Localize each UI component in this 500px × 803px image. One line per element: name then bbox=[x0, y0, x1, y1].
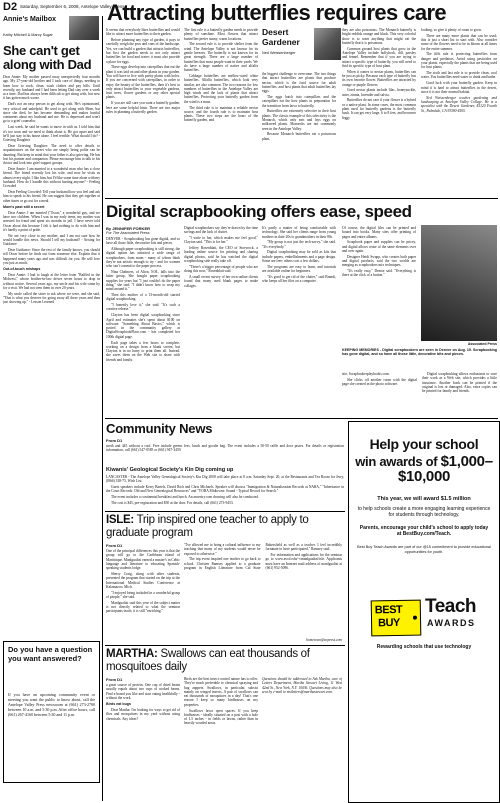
scrapbook-col-4 bbox=[342, 226, 416, 346]
butterflies-paragraph: Good nectar plants include lilac, honeysuckle, aster, zinnia, lavender and salvia. bbox=[342, 88, 416, 97]
teach-logo[interactable] bbox=[425, 596, 491, 636]
logo-buy-word: BUY bbox=[377, 616, 400, 630]
martha-headline bbox=[106, 648, 344, 673]
martha-subhead: Birds eat bugs bbox=[106, 702, 131, 707]
scrapbook-paragraph: Clayton has been digital scrapbooking since April and estimates she's spent about $100 on software. "Something About Basics," which is posted in the community gallery at DigitalScrapbookPlace.com - has completed her 100th digital page. bbox=[106, 313, 180, 339]
scrapbook-paragraph: Scrapbook paper and supplies can be pricey, and digital allows reuse of the same elements over and over again. bbox=[342, 240, 416, 253]
sidebar-body: If you have an upcoming community event or meeting you want the public to know about, call the Antelope Valley Press newsroom at (661) 273-2700 between 10 a.m. and 5:30 p.m. After office hours, call (661) 267-4160 between 5:30 and 11 p.m. bbox=[8, 692, 95, 717]
butterflies-headline: Attracting butterflies requires care bbox=[107, 0, 447, 25]
sidebar-title: Do you have a question you want answered? bbox=[8, 645, 93, 663]
author-title: Desert Gardener bbox=[262, 27, 300, 47]
author-photo bbox=[314, 28, 341, 60]
photo-credit: Associated Press bbox=[467, 342, 497, 346]
section-label: D2 bbox=[3, 1, 18, 13]
scrapbook-photo bbox=[421, 225, 497, 341]
ad-headline-1: Help your school bbox=[369, 436, 479, 452]
butterflies-paragraph: The fifth rule is protecting butterflies from danger and predators. Avoid using pesticides on your plants, especially the plants that are being used for host plants. bbox=[421, 52, 497, 70]
isle-paragraph: The trip event inspired one teacher to go back to school. Christen Ramsey applied to a graduate program in English Literature from Cal State Bakersfield as well as a teacher. I feel incredibly fortunate to have participated," Ramsey said. bbox=[184, 543, 342, 570]
annies-subhead: Mom's past still a secret bbox=[3, 204, 45, 209]
scrapbook-paragraph: Digital scrapbookers say they're drawn by the time savings and the lack of clutter. bbox=[184, 226, 258, 235]
kiwanis-paragraph: LANCASTER - The Antelope Valley Genealogical Society's Kin Dig 2008 will take place at 8 a.m. Saturday Sept. 20, at the Restaurants and Tea Room for Jerry, (l866) 338-75, Wish List. bbox=[106, 475, 344, 484]
desert-gardener-box bbox=[262, 28, 342, 68]
annies-sidebar-box bbox=[3, 641, 100, 783]
scrapbook-paragraph: "My group is not just the tech-savvy," she said. "It's everybody." bbox=[262, 240, 336, 249]
butterflies-paragraph: Good luck with your butterfly garden. Keep in mind it is hard to attract butterflies in the desert, since it is not their normal habitat. bbox=[421, 81, 497, 94]
ad-year-line: This year, we will award $1.5 million bbox=[377, 496, 471, 502]
scrapbook-paragraph: The programs are easy to learn, and tutorials are available online for beginners. bbox=[262, 264, 336, 274]
isle-paragraph: One of the principal differences this year is that the group will go to the Caribbean island of Martinique. Manlgualtzi earned a master's in Celtic language and literature to educating Spanish-speaking students lodge. bbox=[106, 549, 180, 571]
teach-word: Teach bbox=[425, 596, 477, 617]
butterflies-paragraph: The third rule is to maintain a reliable nectar source, and the fourth rule is to maintain host plants. These two steps are the heart of the butterfly garden, and bbox=[184, 105, 258, 123]
butterflies-paragraph: Cabbage butterflies are mellow-sized white butterflies. Alfalfa butterflies, which look very similar, are also common. The two reasons for low numbers of butterflies in the Antelope Valley are high winds and the lack of plants that attract butterflies. Protecting your butterfly garden from the wind is a must. bbox=[184, 73, 258, 104]
isle-paragraph: "I've allowed me to bring a cultural influence to my teaching that many of my students would never be exposed to otherwise." bbox=[184, 543, 261, 556]
annies-paragraph: Last week, he said he wants to move in with us. I told him that it's too soon and we need to think about it. He got upset and said he'll just stay in his house alone. I feel terrible. What should I do? - Grieving Daughter bbox=[3, 125, 100, 143]
section-rule bbox=[105, 645, 345, 646]
community-from: From D1 bbox=[106, 438, 123, 443]
scrapbook-paragraph: Jeffrey Rosenblatt, the CEO of Storyrock, a leading online source for printing and sharing digital photos, said he has watched the digital scrapbooking side really take off. bbox=[184, 246, 258, 264]
isle-paragraph: For information and applications for the seminar go to www.avcd.edu/~cmanlgualtzi/isle. Applicants must have an Internet mail address of manlgualtzi at (661) 952-5096. bbox=[265, 553, 342, 570]
scrapbook-byline-2: For The Associated Press bbox=[106, 231, 150, 235]
scrapbook-paragraph: Designer Heidi Swapp, who creates both paper and digital products, said the two worlds are merging as scrapbookers mix techniques. bbox=[342, 254, 416, 268]
butterflies-paragraph: The first rule is a butterfly garden needs to provide plenty of sunshine. Most flowers that attract butterflies prefer sunny, warm locations. bbox=[184, 28, 258, 41]
butterflies-col-4 bbox=[342, 28, 416, 195]
scrapbook-paragraph: Of course, the digital files can be printed and bound into books. Many sites offer printing of pages and entire albums. bbox=[342, 226, 416, 239]
martha-paragraph: Swallows favor open spaces. If you keep birdhouses - ideally situated on a post with a hole of 1.5 inches - in fields or lawns, rather than in heavily wooded areas. bbox=[184, 708, 258, 726]
scrapbook-paragraph: "It's good to get rid of the clutter," said Brandt, who keeps all her files on a computer. bbox=[262, 274, 336, 284]
best-buy-ad[interactable] bbox=[348, 421, 500, 803]
butterflies-paragraph: There are many more plants that can be used; this is just a short list to start with. Also consider some of the flowers need to be in bloom at all times for the entire summer. bbox=[421, 33, 497, 51]
butterflies-paragraph: Common ground host plants that grow in the Antelope Valley include hollyhock, dill, parsley and fennel. Remember that if you are trying to attract a specific type of butterfly, you will need to find its specific type of host plant. bbox=[342, 46, 416, 68]
isle-col-1 bbox=[106, 549, 180, 637]
annies-paragraph: Dear Guidance: Since the rest of the family knows, you should tell Oscar before he finds out from someone else. Explain that it happened many years ago and was difficult for you. He will love you just as much. bbox=[3, 247, 100, 265]
butterflies-col-1 bbox=[106, 28, 180, 195]
scrapbook-paragraph: "I write to her, which makes me feel good," Clayton said. "This is for her." bbox=[184, 236, 258, 245]
martha-col-3 bbox=[262, 677, 342, 800]
martha-col-1 bbox=[106, 683, 180, 800]
butterflies-paragraph: Butterflies are extremely selective in their host plants. The classic example of this selectivity is the Monarch, which only eats and lays eggs on milkweed plants. Monarchs are not commonly seen in the Antelope Valley. bbox=[262, 109, 336, 131]
kiwanis-paragraph: The event includes a continental breakfast and lunch. An ancestry.com drawing will also be conducted. bbox=[111, 495, 259, 500]
annies-headline: She can't get along with Dad bbox=[3, 43, 92, 72]
annies-photo bbox=[69, 16, 99, 40]
scrapbook-paragraph: A small recent survey of her own online clients found that many used blank pages to make collages. bbox=[184, 274, 258, 288]
scrapbook-paragraph: Then this mother of a 13-month-old started digital scrapbooking. bbox=[106, 293, 180, 302]
scrapbook-byline: By JENNIFER FORKER bbox=[106, 226, 151, 231]
isle-headline bbox=[106, 514, 344, 539]
butterflies-paragraph: looking, so give it plenty of room to grow. bbox=[421, 28, 482, 32]
logo-best-word: BEST bbox=[374, 603, 403, 617]
martha-paragraph: Dear Martha: I'm looking for ways to get rid of flies and mosquitoes in my yard without using chemicals. Any ideas? bbox=[106, 707, 180, 721]
scrapbook-paragraph: Digital scrapbooking may be sold as kits that include papers, embellishments and a page design. Some are free; others cost a few dollars. bbox=[262, 250, 336, 264]
photo-caption: KEEPING MEMORIES - Digital scrapbookers are seen in Denver on Aug. 19. Scrapbooking has gone digital, and so have all those little, decorative bits and pieces. bbox=[342, 348, 497, 357]
annies-paragraph: Dear Annie: I am married ("Oscar," a wonderful guy, and we have two children. When I was in my early teens, my mother was arrested for fraud and spent six months in jail. I have never told Oscar about this because I felt it had nothing to do with him and it's hardly a point of pride. bbox=[3, 210, 100, 232]
section-rule bbox=[105, 198, 498, 199]
isle-footer[interactable]: hometown@avpress.com bbox=[306, 638, 342, 642]
butterflies-col-3 bbox=[262, 72, 336, 195]
ad-small-print: Best Buy Teach Awards are part of our @15 commitment to provide educational opportunities for youth. bbox=[357, 545, 491, 554]
annies-title: Annie's Mailbox bbox=[3, 16, 57, 23]
isle-col-2 bbox=[184, 543, 342, 635]
scrapbook-paragraph: "There's a bigger percentage of people who are doing this now," Rosenblatt said. bbox=[184, 264, 258, 274]
scrapbook-paragraph: site, Scrapbookerplaybooks.com. bbox=[342, 372, 390, 376]
martha-paragraph: a great source of protein. One cup of dried beans usually equals about two cups of cooked beans. Find a brand you like and start eating healthfully - without the work. bbox=[106, 683, 180, 700]
butterflies-paragraph: Because Monarch butterflies eat a poisonous plant, bbox=[262, 132, 336, 141]
date-line: Saturday, September 6, 2008, Antelope Valley Press bbox=[20, 4, 125, 9]
annies-mailbox-column bbox=[3, 16, 100, 801]
scrapbook-paragraph: Digital scrapbooking allows enthusiasts to save their work as a Web site, which provides a little insurance. Another book can be printed if the original is lost or damaged. Also, extra copies can be printed for family and friends. bbox=[422, 372, 497, 394]
martha-paragraph: Questions should be addressed to Ask Martha, care of Letters Department, Martha Stewart Living, 11 West 42nd St., New York, N.Y. 10036. Questions may also be sent by e-mail to mstletters@marthastewart.com. bbox=[262, 677, 342, 694]
martha-col-2 bbox=[184, 677, 258, 800]
annies-paragraph: My uncle called the sister to ask where we were, and she said, "That is what you deserve for going away all these years and then just showing up." - Lesson Learned bbox=[3, 291, 100, 305]
scrapbook-col-3 bbox=[262, 226, 336, 415]
annies-paragraph: Dear Feeling Crowded: Tell your husband how you feel and ask him to speak to his friend. He can suggest that they get together at other times or go out for a meal. bbox=[3, 189, 100, 203]
butterflies-paragraph: The second rule is to provide shelter from the wind. The Antelope Valley is not known for its gentle breezes. The butterfly is not known for its great strength. There are a large number of butterflies that most people want in their yards. We do have a large number of native and alfalfa butterflies. bbox=[184, 42, 258, 73]
ad-headline-2 bbox=[349, 454, 499, 484]
isle-paragraph: Manlgualtzi said this year of the subject matter is not directly related to what the seminar participants teach; it is still "enriching." bbox=[106, 600, 180, 614]
isle-headline-rest: Trip inspired one teacher to apply to graduate program bbox=[106, 514, 309, 539]
ad-sub-2: Parents, encourage your child's school to apply today at BestBuy.com/Teach. bbox=[359, 525, 489, 537]
butterflies-paragraph: Before planning any type of garden, it pays to carefully weigh the pros and cons of the landscape. Yes, we can build a garden that attracts butterflies, but first the garden needs to not only attract butterflies for food and water; it must also provide a place for eggs. bbox=[106, 38, 180, 64]
martha-headline-rest: Swallows can eat thousands of mosquitoes daily bbox=[106, 648, 310, 673]
section-rule bbox=[105, 511, 345, 512]
isle-paragraph: Sherry Craig, along with other students, presented the program that started on the trip at the International Medical Studies Conference at Kalamazoo, Mich. bbox=[106, 571, 180, 589]
section-rule bbox=[105, 418, 498, 419]
butterflies-paragraph: Butterflies do not care if your flower is a hybrid or a native plant. In some cases, the most common plant used for butterfly gardens is the butterfly bush. It can get very large, 6 to 8 feet, and becomes leggy bbox=[342, 98, 416, 120]
logo-tag-hole-icon bbox=[413, 616, 417, 620]
scrapbook-paragraph: It's partly a matter of being comfortable with technology. She said her clients range from young mothers in their 20s to grandmothers in their 80s. bbox=[262, 226, 336, 239]
annies-paragraph: Dear Annie: My mother passed away unexpectedly four months ago. My 27-year-old brother and I took care of things, needing to learn how to cook, clean, wash clothes and pay bills. Until recently, my husband and I had been letting Dad stay over a week at a time. Dad has always been difficult to get along with, but now it has gotten much worse. bbox=[3, 75, 100, 101]
scrapbook-paragraph: Although paper scrapbooking is still strong, the digital option has attracted a wide range of scrapbookers, from mom - many of whom think they're not artistic enough to try - and for women who can't commit to the paper process. bbox=[106, 247, 180, 269]
butterflies-paragraph: It seems that everybody likes butterflies and would like to attract more butterflies to their garden. bbox=[106, 28, 180, 37]
isle-from: From D1 bbox=[106, 543, 123, 548]
scrapbook-paragraph: She clicks off another room with the digital page she created in the photo software. bbox=[342, 377, 417, 387]
best-buy-logo[interactable] bbox=[371, 600, 422, 637]
kiwanis-body bbox=[106, 475, 344, 509]
scrapbook-paragraph: Nina Chalmers, of Alton, N.H., falls into the latter group. She bought paper scrapbooking supplies for years but "I just couldn't do the paper thing," she said. "I didn't know how to wrap my mind around it." bbox=[106, 270, 180, 292]
ad-amount: $1,000–$10,000 bbox=[397, 453, 493, 485]
martha-headline-lead: MARTHA: bbox=[106, 648, 158, 660]
column-divider bbox=[102, 16, 103, 801]
butterflies-paragraph: The eggs hatch into caterpillars and the caterpillars eat the host plants in preparation for the transition from larva to butterfly. bbox=[262, 94, 336, 108]
scrapbook-paragraph: "I honestly love it," she said. "It's such a creative release." bbox=[106, 303, 180, 312]
scrapbook-paragraph: Each page takes a few hours to complete, working on a design from a blank screen, but Clayton is in no hurry to print them all. Instead, she saves them on the Web site to share with friends and family. bbox=[106, 340, 180, 362]
butterflies-col-5 bbox=[421, 28, 497, 195]
butterflies-paragraph: The sixth and last rule is to provide clean, cool water. You butterflies need water to drink and bathe. bbox=[421, 71, 497, 80]
annies-subhead: Out-of-touch mishaps bbox=[3, 267, 41, 272]
butterflies-paragraph: Ned Weissenberger teaches gardening and landscaping at Antelope Valley College. He is a specialist with the Desert Gardener, 45120 Fourth St., Palmdale, CA 93590-4505. bbox=[421, 95, 497, 113]
butterflies-paragraph: When it comes to nectar plants, butterflies can be just as picky. Because each type of butterfly has its own favorite flower. Butterflies are attracted by orange or purple flowers. bbox=[342, 69, 416, 87]
isle-headline-lead: ISLE: bbox=[106, 514, 134, 526]
annies-paragraph: We are very close to my mother, and I am not sure how he would handle this news. Should I tell my husband? - Arising for Guidance bbox=[3, 233, 100, 247]
kiwanis-paragraph: The cost is $45, pre-registration and $50 at the door. For details, call (661) 273-9453. bbox=[111, 500, 234, 505]
butterflies-paragraph: the biggest challenge to overcome. The two things that attract butterflies are plants that produce nectar, which is the food source for adult butterflies, and host plants that adult butterflies lay eggs. bbox=[262, 72, 336, 94]
annies-paragraph: Dear Annie: I had to laugh at the letter from "Baffled in the Midwest," whose brother-in-law drives seven hours to drop in without notice. Several years ago, my uncle and his wife came by for a visit. We had not seen them in over 20 years. bbox=[3, 272, 100, 290]
annies-paragraph: Dad's not an easy person to get along with. He's opinionated, very critical and unhelpful. He used to get along with Mom, but since she died, he has become demanding and makes hurtful comments about my husband and me. He is depressed and won't go to a grief counselor. bbox=[3, 102, 100, 124]
butterflies-paragraph: These eggs develop into caterpillars that eat the plant it was laid on and other plants in your garden. You will have to live with pretty plants with holes. If you are concerned with caterpillars, in order to enjoy the beauty of the butterflies, then it's best to only attract butterflies to your vegetable gardens, fruit trees, flower gardens or any other special plants. bbox=[106, 65, 180, 100]
scrapbook-col-1 bbox=[106, 237, 180, 415]
kiwanis-paragraph: Guest speakers include Kerry Bartels, David Rich and Chris Michaels. Speaker will discuss "Immigration & Naturalization Records at NARA," "Inheritance in the Court Records: Old and New Genealogical Resources" and "YOBA Midtowns: Sound - Typical Record for Search." bbox=[106, 485, 344, 494]
butterflies-paragraph: they are also poisonous. The Monarch butterfly is bright reddish orange and black. This very colorful show is to warn anything that might eat the butterfly that it is poisonous. bbox=[342, 28, 416, 45]
scrapbook-paragraph: "It's really easy," Denise said. "Everything is there at the click of a button." bbox=[342, 269, 416, 278]
martha-from: From D1 bbox=[106, 677, 123, 682]
annies-paragraph: Dear Grieving Daughter: The need to offer details to acquaintances on the street who are simply being polite can be daunting. But keep in mind that your father is also grieving. He has lost his partner and companion. Please encourage him to talk to his doctor and look into grief support groups. bbox=[3, 143, 100, 166]
isle-paragraph: "I enjoyed being included in a wonderful group of people," she said. bbox=[106, 590, 180, 599]
ad-sub-1: to help schools create a more engaging learning experience for students through technology. bbox=[357, 506, 491, 518]
kiwanis-heading: Kiwanis' Geological Society's Kin Dig coming up bbox=[106, 467, 234, 473]
author-byline: Ned Weissenberger bbox=[262, 51, 296, 55]
awards-word: AWARDS bbox=[427, 618, 476, 628]
scrapbook-paragraph: DENVER - Scrapbooking has gone digital, and so have all those little, decorative bits and pieces. bbox=[106, 237, 180, 246]
ad-headline-2-pre: win awards of bbox=[355, 454, 441, 469]
ad-blank-area bbox=[349, 658, 499, 800]
community-title: Community News bbox=[106, 421, 213, 436]
annies-authors: Kathy Mitchell & Marcy Sugar bbox=[3, 33, 53, 37]
scrapbook-col-5 bbox=[342, 372, 497, 415]
annies-body bbox=[3, 75, 100, 635]
butterflies-col-2 bbox=[184, 28, 258, 195]
ad-tagline: Rewarding schools that use technology bbox=[376, 644, 472, 650]
scrapbook-col-2 bbox=[184, 226, 258, 415]
annies-paragraph: Dear Annie: I am married to a wonderful man who has a close friend. The friend recently lost his wife, and now he visits us almost every night. I like him, but I'd like some time alone with my husband. How do I handle this without hurting anyone? - Feeling Crowded bbox=[3, 166, 100, 189]
scrapbook-headline: Digital scrapbooking offers ease, speed bbox=[106, 202, 412, 221]
community-intro: north and 445 without a roof. Free include greens fees, lunch and goodie bag. The event includes a 50-50 raffle and door prizes. For details or registration information, call (661) 547-0585 or (661) 947-3459. bbox=[106, 444, 344, 453]
butterflies-paragraph: If you are still sure you want a butterfly garden, here are some helpful hints. There are two major rules in planning a butterfly garden. bbox=[106, 101, 180, 114]
martha-paragraph: Birds are the best insect control nature has to offer. They're much preferable to chemical spraying and bug zappers. Swallows, in particular, subsist mainly on winged insects. A pair of swallows can eat thousands of mosquitoes in a day! That's one reason I keep so many birdhouses on my properties. bbox=[184, 677, 258, 707]
